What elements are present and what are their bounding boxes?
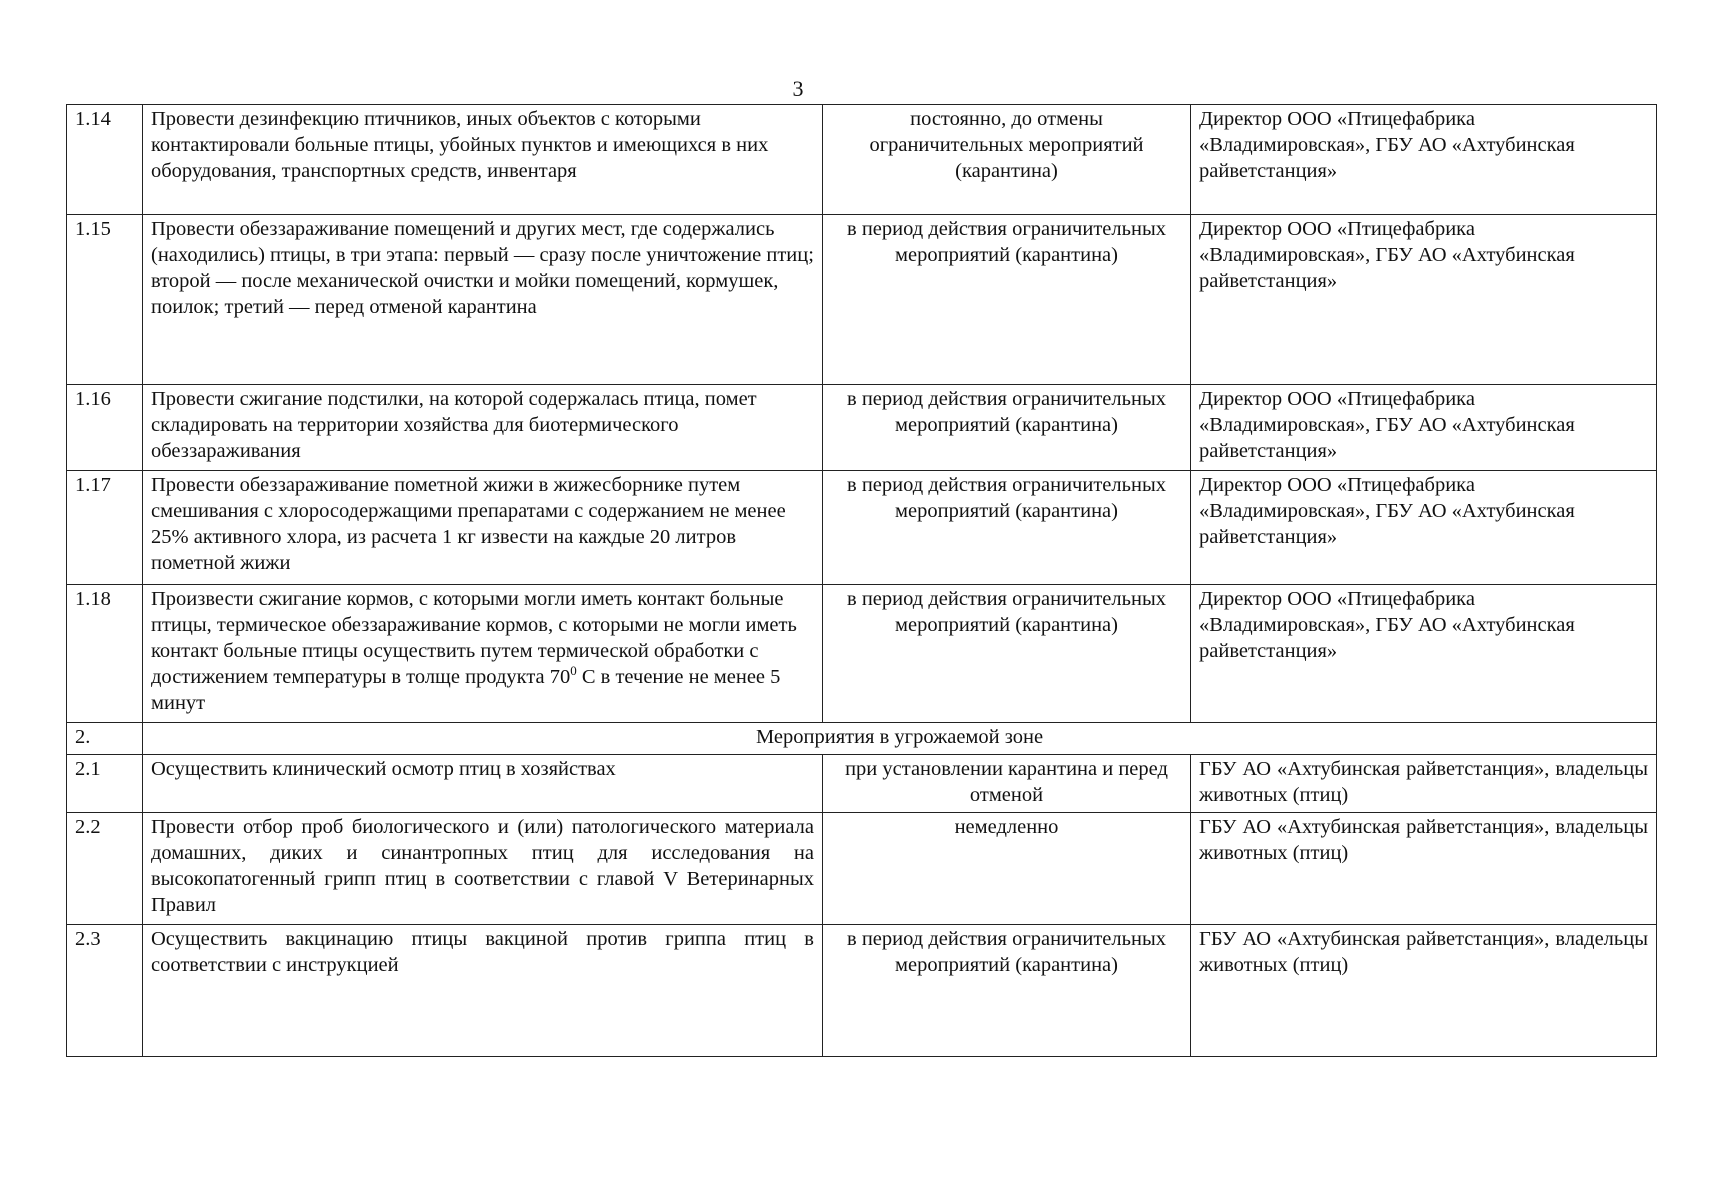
- table-row: [67, 105, 1657, 215]
- action-cell: Провести дезинфекцию птичников, иных объектов с которыми контактировали больные птицы, убойных пунктов и имеющихся в них оборудования, транспортных средств, инвентаря: [143, 105, 823, 215]
- table-row: [67, 215, 1657, 385]
- term-cell: при установлении карантина и перед отменой: [823, 755, 1191, 813]
- action-cell: Провести сжигание подстилки, на которой содержалась птица, помет складировать на территории хозяйства для биотермического обеззараживания: [143, 385, 823, 471]
- action-cell: Провести обеззараживание пометной жижи в жижесборнике путем смешивания с хлоросодержащими препаратами с содержанием не менее 25% активного хлора, из расчета 1 кг извести на каждые 20 литров пометной жижи: [143, 471, 823, 585]
- row-number: 2.3: [67, 925, 143, 1057]
- term-cell: постоянно, до отмены ограничительных мероприятий (карантина): [823, 105, 1191, 215]
- action-text-tail: С в течение не менее 5 минут: [151, 666, 781, 714]
- action-text: Произвести сжигание кормов, с которыми могли иметь контакт больные птицы, термическое обеззараживание кормов, с которыми не могли иметь контакт больные птицы осуществить путем термической обработки с достижением температуры в толще продукта 70: [151, 588, 797, 688]
- table-row: [67, 813, 1657, 925]
- page-number: 3: [792, 76, 804, 101]
- table-row: [67, 755, 1657, 813]
- section-number: 2.: [67, 723, 143, 755]
- action-cell: [143, 585, 823, 723]
- term-cell: в период действия ограничительных мероприятий (карантина): [823, 385, 1191, 471]
- responsible-cell: Директор ООО «Птицефабрика «Владимировская», ГБУ АО «Ахтубинская райветстанция»: [1191, 215, 1657, 385]
- row-number: 1.18: [67, 585, 143, 723]
- row-number: 1.14: [67, 105, 143, 215]
- row-number: 2.2: [67, 813, 143, 925]
- degree-superscript: 0: [570, 663, 577, 679]
- table-row: [67, 385, 1657, 471]
- action-cell: Провести обеззараживание помещений и других мест, где содержались (находились) птицы, в три этапа: первый — сразу после уничтожение птиц; второй — после механической очистки и мойки помещений, кормушек, поилок; третий — перед отменой карантина: [143, 215, 823, 385]
- action-cell: Провести отбор проб биологического и (или) патологического материала домашних, диких и синантропных птиц для исследования на высокопатогенный грипп птиц в соответствии с главой V Ветеринарных Правил: [143, 813, 823, 925]
- responsible-cell: Директор ООО «Птицефабрика «Владимировская», ГБУ АО «Ахтубинская райветстанция»: [1191, 471, 1657, 585]
- term-cell: в период действия ограничительных мероприятий (карантина): [823, 471, 1191, 585]
- row-number: 1.17: [67, 471, 143, 585]
- row-number: 1.15: [67, 215, 143, 385]
- term-cell: немедленно: [823, 813, 1191, 925]
- term-cell: в период действия ограничительных мероприятий (карантина): [823, 925, 1191, 1057]
- section-row: [67, 723, 1657, 755]
- table-row: [67, 925, 1657, 1057]
- responsible-cell: ГБУ АО «Ахтубинская райветстанция», владельцы животных (птиц): [1191, 755, 1657, 813]
- responsible-cell: Директор ООО «Птицефабрика «Владимировская», ГБУ АО «Ахтубинская райветстанция»: [1191, 105, 1657, 215]
- responsible-cell: Директор ООО «Птицефабрика «Владимировская», ГБУ АО «Ахтубинская райветстанция»: [1191, 585, 1657, 723]
- section-title: Мероприятия в угрожаемой зоне: [143, 723, 1657, 755]
- table-row: [67, 585, 1657, 723]
- action-cell: Осуществить клинический осмотр птиц в хозяйствах: [143, 755, 823, 813]
- measures-table: [66, 104, 1657, 1057]
- action-cell: Осуществить вакцинацию птицы вакциной против гриппа птиц в соответствии с инструкцией: [143, 925, 823, 1057]
- responsible-cell: Директор ООО «Птицефабрика «Владимировская», ГБУ АО «Ахтубинская райветстанция»: [1191, 385, 1657, 471]
- term-cell: в период действия ограничительных мероприятий (карантина): [823, 585, 1191, 723]
- row-number: 1.16: [67, 385, 143, 471]
- term-cell: в период действия ограничительных мероприятий (карантина): [823, 215, 1191, 385]
- table-row: [67, 471, 1657, 585]
- responsible-cell: ГБУ АО «Ахтубинская райветстанция», владельцы животных (птиц): [1191, 925, 1657, 1057]
- responsible-cell: ГБУ АО «Ахтубинская райветстанция», владельцы животных (птиц): [1191, 813, 1657, 925]
- row-number: 2.1: [67, 755, 143, 813]
